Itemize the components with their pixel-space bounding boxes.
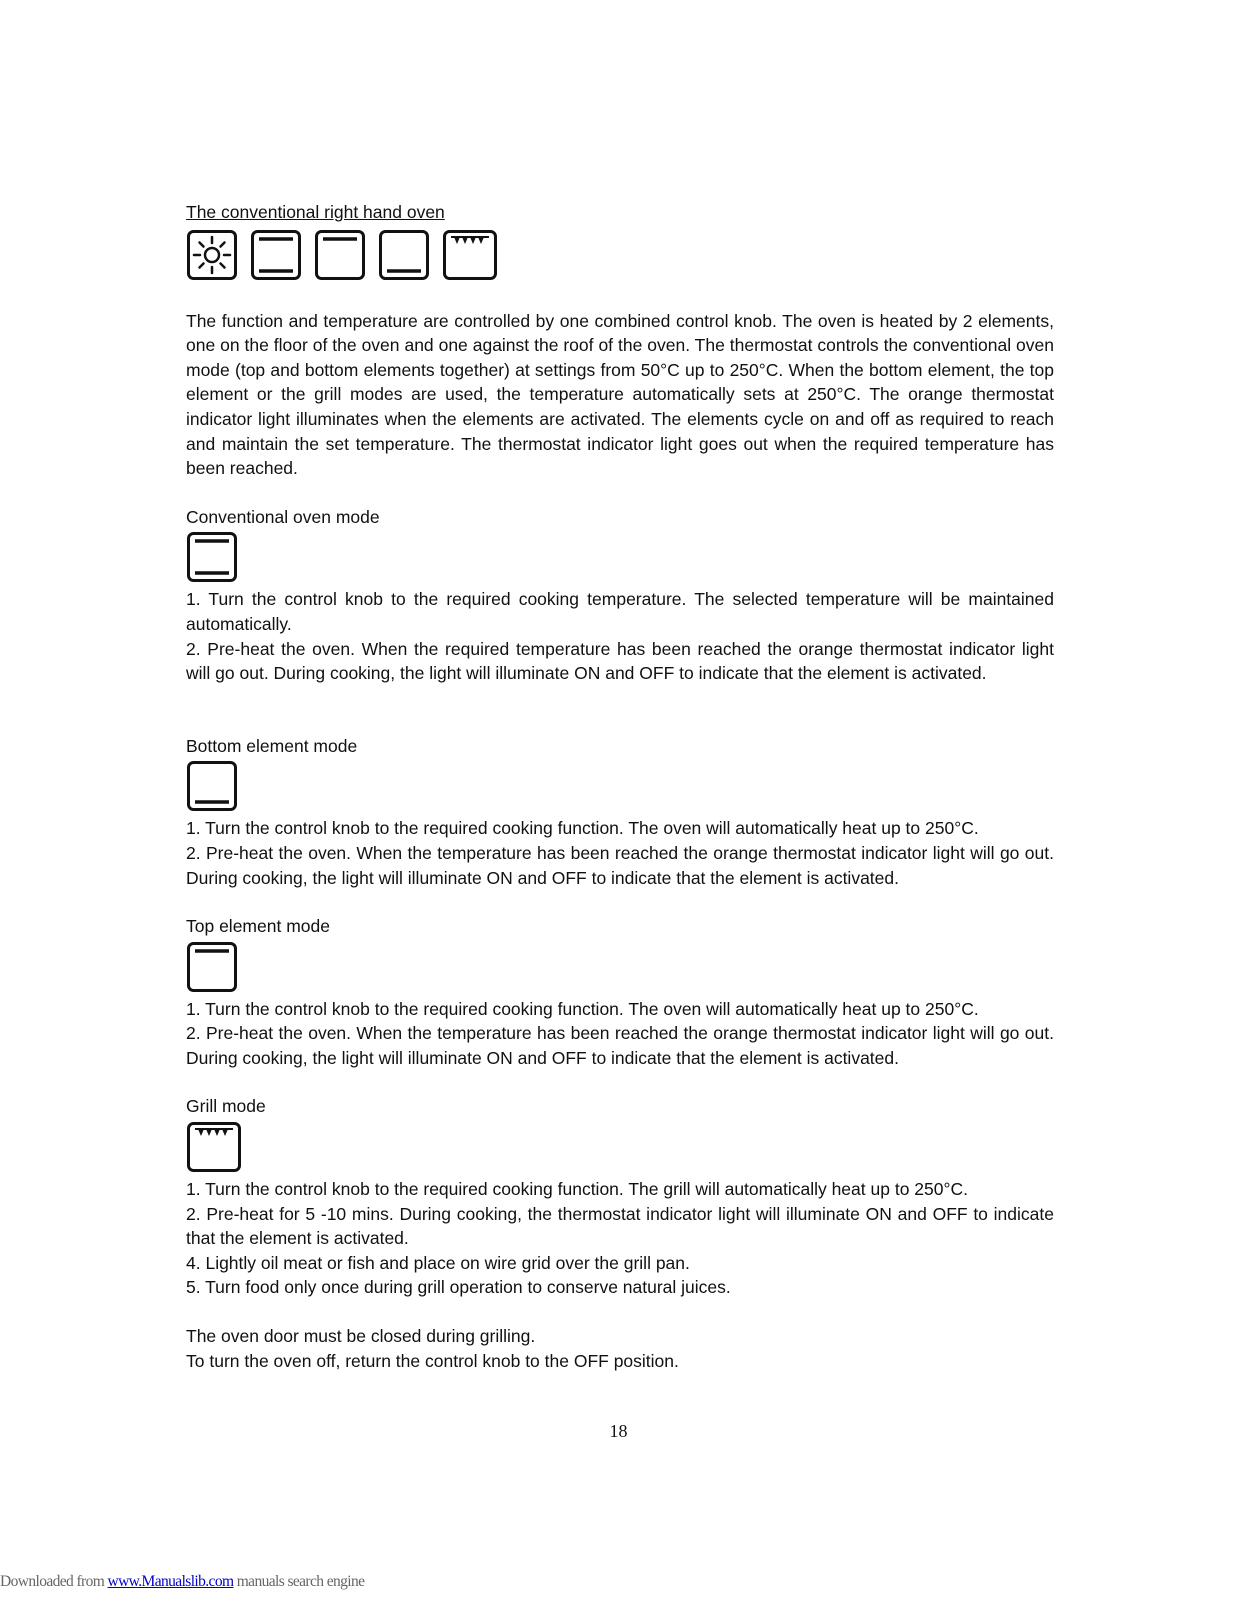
top-element-icon [314,229,366,281]
page-number: 18 [609,1421,628,1441]
function-icon-row [186,229,1054,285]
grill-icon [186,1121,242,1173]
top-step-2: 2. Pre-heat the oven. When the temperature has been reached the orange thermostat indicator light will go out. During cooking, the light will illuminate ON and OFF to indicate that the element is activated. [186,1023,1054,1068]
light-icon [186,229,238,281]
bottom-step-2: 2. Pre-heat the oven. When the temperature has been reached the orange thermostat indicator light will go out. During cooking, the light will illuminate ON and OFF to indicate that the element is activated. [186,842,1054,888]
manual-page-content [186,200,1054,1373]
top-step-1: 1. Turn the control knob to the required cooking function. The oven will automatically heat up to 250°C. [186,998,979,1019]
conventional-mode-heading: Conventional oven mode [186,506,380,527]
grill-step-1: 1. Turn the control knob to the required cooking function. The grill will automatically heat up to 250°C. [186,1179,968,1200]
conventional-step-1: 1. Turn the control knob to the required cooking temperature. The selected temperature will be maintained automatically. [186,589,1054,634]
footer-prefix: Downloaded from [0,1573,108,1590]
manualslib-link[interactable]: www.Manualslib.com [107,1573,234,1590]
footer-suffix: manuals search engine [233,1573,365,1590]
door-closed-note: The oven door must be closed during grilling. [186,1326,536,1347]
conventional-step-2: 2. Pre-heat the oven. When the required temperature has been reached the orange thermostat indicator light will go out. During cooking, the light will illuminate ON and OFF to indicate that the element is activated. [186,638,1054,684]
bottom-element-icon [378,229,430,281]
grill-step-5: 5. Turn food only once during grill operation to conserve natural juices. [186,1277,731,1298]
grill-step-2: 2. Pre-heat for 5 -10 mins. During cooking, the thermostat indicator light will illuminate ON and OFF to indicate that the element is activated. [186,1203,1054,1249]
grill-icon [442,229,498,281]
conventional-oven-icon [250,229,302,281]
bottom-element-icon [186,760,238,812]
bottom-mode-heading: Bottom element mode [186,735,358,756]
top-element-icon [186,941,238,993]
intro-paragraph: The function and temperature are controlled by one combined control knob. The oven is heated by 2 elements, one on the floor of the oven and one against the roof of the oven. The thermostat controls the conventional oven mode (top and bottom elements together) at settings from 50°C up to 250°C. When the bottom element, the top element or the grill modes are used, the temperature automatically sets at 250°C. The orange thermostat indicator light illuminates when the elements are activated. The elements cycle on and off as required to reach and maintain the set temperature. The thermostat indicator light goes out when the required temperature has been reached. [186,310,1054,479]
grill-step-4: 4. Lightly oil meat or fish and place on wire grid over the grill pan. [186,1252,690,1273]
turn-off-note: To turn the oven off, return the control knob to the OFF position. [186,1350,679,1371]
download-footer [0,1573,364,1591]
grill-mode-heading: Grill mode [186,1096,266,1117]
bottom-step-1: 1. Turn the control knob to the required cooking function. The oven will automatically heat up to 250°C. [186,818,979,839]
top-mode-heading: Top element mode [186,916,330,937]
section-title: The conventional right hand oven [186,202,445,222]
conventional-oven-icon [186,531,238,583]
